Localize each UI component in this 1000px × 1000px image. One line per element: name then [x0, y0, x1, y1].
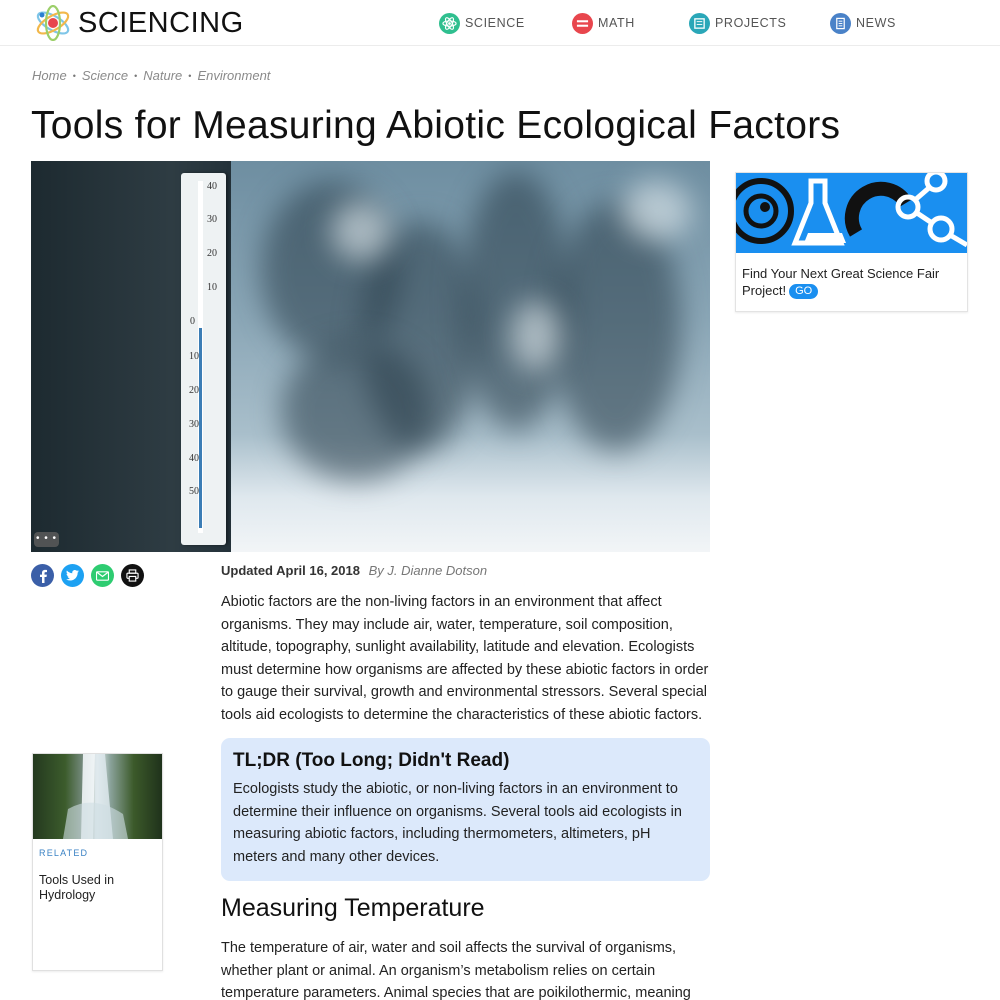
- scale-tick: 30: [189, 419, 199, 430]
- logo-text: SCIENCING: [78, 6, 244, 39]
- scale-tick: 20: [207, 248, 217, 259]
- nav-label: PROJECTS: [715, 16, 787, 30]
- share-bar: [31, 564, 144, 587]
- thermometer: [181, 173, 226, 545]
- page-title: Tools for Measuring Abiotic Ecological Factors: [31, 104, 841, 147]
- nav-label: MATH: [598, 16, 635, 30]
- tldr-text: Ecologists study the abiotic, or non-living factors in an environment to determine their influence on organisms. Several tools aid ecologists in measuring abiotic factors, including thermometers, altimeters, pH meters and many other devices.: [233, 781, 682, 865]
- nav-label: SCIENCE: [465, 16, 525, 30]
- waterfall-image: [33, 754, 162, 839]
- hero-image: [31, 161, 710, 552]
- tldr-title: TL;DR (Too Long; Didn't Read): [233, 750, 510, 771]
- twitter-icon[interactable]: [61, 564, 84, 587]
- atom-logo-icon: [33, 5, 73, 41]
- breadcrumb-separator: •: [188, 70, 192, 81]
- facebook-icon[interactable]: [31, 564, 54, 587]
- snow-blur: [511, 301, 561, 371]
- breadcrumb-science[interactable]: Science: [81, 68, 129, 83]
- print-icon[interactable]: [121, 564, 144, 587]
- equals-icon: [572, 13, 593, 34]
- ad-headline: Find Your Next Great Science Fair Project!: [742, 266, 940, 298]
- nav-math[interactable]: [572, 11, 635, 35]
- image-more-button[interactable]: • • •: [34, 532, 59, 547]
- book-icon: [689, 13, 710, 34]
- section-heading: Measuring Temperature: [221, 894, 485, 922]
- scale-tick: 50: [189, 486, 199, 497]
- scale-tick: 20: [189, 385, 199, 396]
- scale-tick: 30: [207, 214, 217, 225]
- snow-blur: [621, 181, 691, 241]
- atom-icon: [439, 13, 460, 34]
- science-fair-ad[interactable]: [735, 172, 968, 312]
- intro-paragraph: Abiotic factors are the non-living factors in an environment that affect organisms. They may include air, water, temperature, soil composition, altitude, topography, sunlight availability, latitude and elevation. Ecologists must determine how organisms are affected by these abiotic factors in order to gauge their survival, growth and environmental stressors. Several special tools aid ecologists to determine the characteristics of these abiotic factors.: [221, 594, 709, 723]
- breadcrumb-environment[interactable]: Environment: [197, 68, 271, 83]
- nav-science[interactable]: [439, 11, 525, 35]
- scale-tick: 10: [207, 282, 217, 293]
- ad-go-button[interactable]: GO: [789, 284, 818, 299]
- nav-label: NEWS: [856, 16, 896, 30]
- email-icon[interactable]: [91, 564, 114, 587]
- breadcrumb-home[interactable]: Home: [32, 68, 67, 83]
- site-header: [0, 0, 1000, 46]
- snow-blur: [331, 201, 391, 261]
- updated-date: Updated April 16, 2018: [221, 563, 360, 578]
- scale-tick: 40: [189, 453, 199, 464]
- tree-blur: [281, 341, 431, 481]
- related-card[interactable]: [32, 753, 163, 971]
- byline: [221, 563, 487, 578]
- breadcrumb: [32, 68, 270, 83]
- related-kicker: RELATED: [39, 848, 89, 858]
- breadcrumb-separator: •: [134, 70, 138, 81]
- scale-tick: 0: [190, 316, 195, 327]
- nav-news[interactable]: [830, 11, 896, 35]
- ad-text: [736, 253, 967, 299]
- author[interactable]: By J. Dianne Dotson: [368, 563, 488, 578]
- tldr-box: [221, 738, 710, 881]
- scale-tick: 40: [207, 181, 217, 192]
- newspaper-icon: [830, 13, 851, 34]
- breadcrumb-separator: •: [72, 70, 76, 81]
- breadcrumb-nature[interactable]: Nature: [143, 68, 183, 83]
- nav-projects[interactable]: [689, 11, 786, 35]
- section-paragraph: The temperature of air, water and soil affects the survival of organisms, whether plant or animal. An organism’s metabolism relies on certain temperature parameters. Animal species that are poikilothermic, meaning: [221, 940, 691, 1000]
- site-logo[interactable]: [33, 5, 244, 41]
- related-title[interactable]: Tools Used in Hydrology: [39, 873, 115, 902]
- thermometer-mercury: [199, 328, 202, 528]
- ad-banner-image: [736, 173, 967, 253]
- scale-tick: 10: [189, 351, 199, 362]
